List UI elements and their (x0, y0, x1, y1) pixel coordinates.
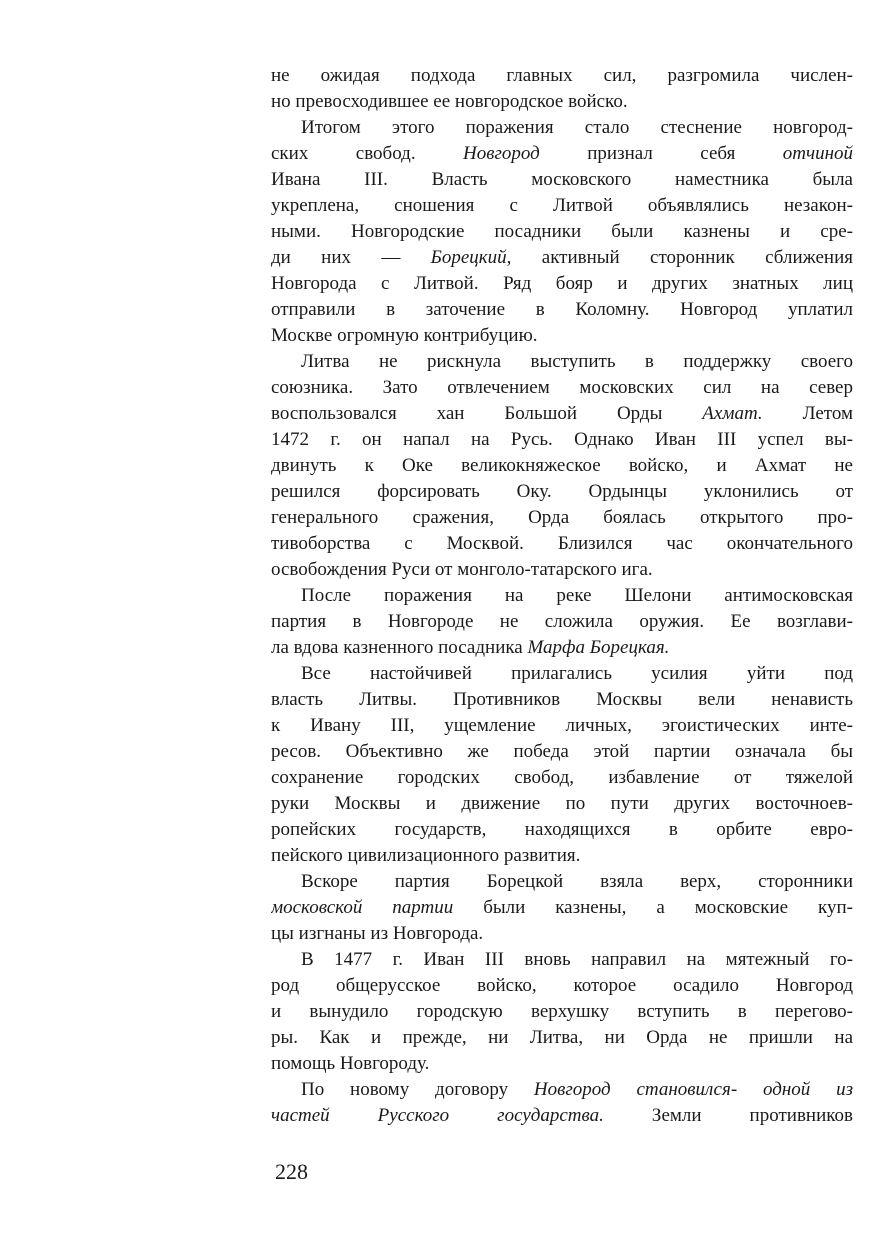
text-line (271, 869, 853, 895)
italic-term: отчиной (782, 143, 853, 164)
text-run: ными. Новгородские посадники были казнены и сре- (271, 221, 853, 242)
text-line (271, 375, 853, 401)
text-run: Москве огромную контрибуцию. (271, 325, 538, 346)
text-line (271, 947, 853, 973)
text-run: По новому договору (301, 1079, 534, 1100)
text-run: к Ивану III, ущемление личных, эгоистических инте- (271, 715, 853, 736)
text-run: ских свобод. (271, 143, 464, 164)
text-line (271, 999, 853, 1025)
text-line (271, 609, 853, 635)
text-run: род общерусское войско, которое осадило Новгород (271, 975, 853, 996)
text-line (271, 583, 853, 609)
text-line (271, 453, 853, 479)
text-line (271, 297, 853, 323)
text-line (271, 739, 853, 765)
text-line (271, 167, 853, 193)
text-line (271, 1103, 853, 1129)
text-line (271, 973, 853, 999)
text-line (271, 791, 853, 817)
italic-term: Ахмат. (702, 403, 763, 424)
text-run: цы изгнаны из Новгорода. (271, 923, 484, 944)
text-line (271, 895, 853, 921)
text-line (271, 635, 853, 661)
text-run: воспользовался хан Большой Орды (271, 403, 703, 424)
text-line (271, 921, 853, 947)
text-line (271, 271, 853, 297)
text-run: Все настойчивей прилагались усилия уйти под (301, 663, 853, 684)
text-run: союзника. Зато отвлечением московских сил на север (271, 377, 853, 398)
text-run: двинуть к Оке великокняжеское войско, и Ахмат не (271, 455, 853, 476)
italic-term: Новгород (463, 143, 540, 164)
italic-term: частей Русского государства. (271, 1105, 604, 1126)
text-line (271, 1051, 853, 1077)
text-run: Летом (762, 403, 853, 424)
text-line (271, 765, 853, 791)
text-run: пейского цивилизационного развития. (271, 845, 581, 866)
text-run: ры. Как и прежде, ни Литва, ни Орда не пришли на (271, 1027, 853, 1048)
text-line (271, 349, 853, 375)
text-line (271, 63, 853, 89)
text-run: и вынудило городскую верхушку вступить в перегово- (271, 1001, 853, 1022)
text-line (271, 193, 853, 219)
text-run: сохранение городских свобод, избавление от тяжелой (271, 767, 853, 788)
page-text-body (271, 63, 853, 1129)
text-line (271, 479, 853, 505)
text-run: помощь Новгороду. (271, 1053, 430, 1074)
text-run: 1472 г. он напал на Русь. Однако Иван III успел вы- (271, 429, 853, 450)
text-line (271, 817, 853, 843)
text-run: партия в Новгороде не сложила оружия. Ее возглави- (271, 611, 853, 632)
text-run: активный сторонник сближения (511, 247, 853, 268)
text-run: ропейских государств, находящихся в орбите евро- (271, 819, 853, 840)
text-run: не ожидая подхода главных сил, разгромила числен- (271, 65, 853, 86)
text-run: Литва не рискнула выступить в поддержку своего (301, 351, 853, 372)
text-line (271, 245, 853, 271)
text-run: Новгорода с Литвой. Ряд бояр и других знатных лиц (271, 273, 853, 294)
text-line (271, 401, 853, 427)
text-run: ла вдова казненного посадника (271, 637, 528, 658)
italic-term: Борецкий, (430, 247, 512, 268)
text-run: Земли противников (603, 1105, 853, 1126)
italic-term: Марфа Борецкая. (527, 637, 670, 658)
text-run: Вскоре партия Борецкой взяла верх, сторонники (301, 871, 853, 892)
page-number: 228 (275, 1159, 308, 1184)
text-line (271, 427, 853, 453)
italic-term: московской партии (271, 897, 454, 918)
text-run: тивоборства с Москвой. Близился час окончательного (271, 533, 853, 554)
text-line (271, 687, 853, 713)
text-run: власть Литвы. Противников Москвы вели ненависть (271, 689, 853, 710)
text-run: генерального сражения, Орда боялась открытого про- (271, 507, 853, 528)
text-line (271, 713, 853, 739)
text-run: отправили в заточение в Коломну. Новгород уплатил (271, 299, 853, 320)
text-run: Итогом этого поражения стало стеснение новгород- (301, 117, 853, 138)
text-run: В 1477 г. Иван III вновь направил на мятежный го- (301, 949, 853, 970)
text-line (271, 1077, 853, 1103)
text-line (271, 115, 853, 141)
text-line (271, 557, 853, 583)
text-run: После поражения на реке Шелони антимосковская (301, 585, 853, 606)
italic-term: Новгород становился- одной из (533, 1079, 853, 1100)
text-line (271, 141, 853, 167)
text-run: но превосходившее ее новгородское войско. (271, 91, 628, 112)
text-run: признал себя (539, 143, 783, 164)
text-line (271, 661, 853, 687)
text-run: освобождения Руси от монголо-татарского ига. (271, 559, 653, 580)
text-run: были казнены, а московские куп- (453, 897, 853, 918)
text-line (271, 89, 853, 115)
text-run: решился форсировать Оку. Ордынцы уклонились от (271, 481, 853, 502)
text-run: ресов. Объективно же победа этой партии означала бы (271, 741, 853, 762)
text-line (271, 843, 853, 869)
text-run: ди них — (271, 247, 431, 268)
text-line (271, 531, 853, 557)
text-line (271, 505, 853, 531)
text-line (271, 1025, 853, 1051)
text-run: Ивана III. Власть московского наместника была (271, 169, 853, 190)
text-line (271, 219, 853, 245)
text-line (271, 323, 853, 349)
text-run: укреплена, сношения с Литвой объявлялись незакон- (271, 195, 853, 216)
text-run: руки Москвы и движение по пути других восточноев- (271, 793, 853, 814)
